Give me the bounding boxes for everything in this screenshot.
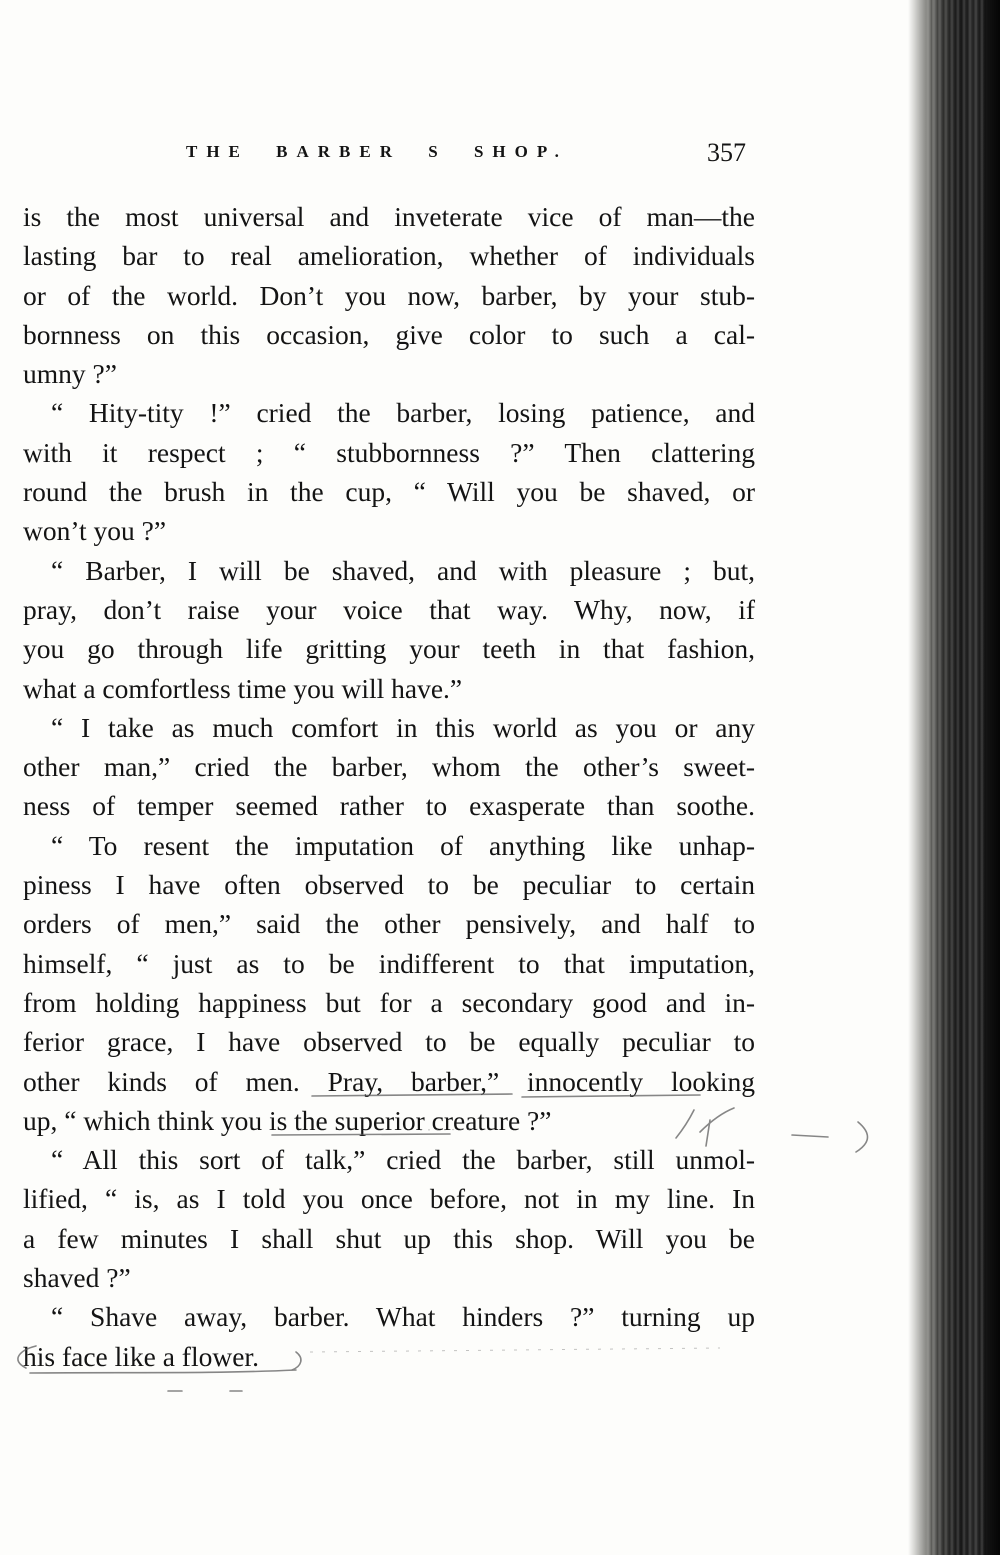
text-line: you go through life gritting your teeth in that fashion, (23, 633, 755, 665)
text-line: “ I take as much comfort in this world as you or any (51, 711, 755, 743)
text-line: himself, “ just as to be indifferent to that imputation, (23, 947, 755, 979)
text-line: or of the world. Don’t you now, barber, by your stub- (23, 279, 755, 311)
text-line: other kinds of men. Pray, barber,” innocently looking (23, 1065, 755, 1097)
text-line: piness I have often observed to be peculiar to certain (23, 869, 755, 901)
text-line: won’t you ?” (23, 515, 167, 547)
text-line: his face like a flower. (23, 1340, 259, 1372)
text-line: pray, don’t raise your voice that way. Why, now, if (23, 593, 755, 625)
pencil-mark (792, 1135, 828, 1137)
text-line: ferior grace, I have observed to be equally peculiar to (23, 1026, 755, 1058)
text-line: umny ?” (23, 358, 117, 390)
text-line: up, “ which think you is the superior creature ?” (23, 1104, 552, 1136)
text-line: round the brush in the cup, “ Will you be shaved, or (23, 476, 755, 508)
text-line: “ All this sort of talk,” cried the barber, still unmol- (51, 1144, 755, 1176)
page-header (186, 138, 746, 170)
text-line: other man,” cried the barber, whom the other’s sweet- (23, 751, 755, 783)
text-line: a few minutes I shall shut up this shop. Will you be (23, 1222, 755, 1254)
text-line: lified, “ is, as I told you once before, not in my line. In (23, 1183, 755, 1215)
text-line: from holding happiness but for a secondary good and in- (23, 986, 755, 1018)
text-line: “ To resent the imputation of anything like unhap- (51, 829, 755, 861)
text-line: “ Barber, I will be shaved, and with pleasure ; but, (51, 554, 755, 586)
text-line: “ Shave away, barber. What hinders ?” turning up (51, 1301, 755, 1333)
text-line: what a comfortless time you will have.” (23, 672, 463, 704)
page-number: 357 (707, 138, 746, 167)
pencil-bracket (856, 1122, 868, 1152)
text-line: lasting bar to real amelioration, whether of individuals (23, 240, 755, 272)
text-line: orders of men,” said the other pensively, and half to (23, 908, 755, 940)
text-line: is the most universal and inveterate vice of man—the (23, 201, 755, 232)
text-line: “ Hity-tity !” cried the barber, losing patience, and (51, 397, 755, 429)
text-line: with it respect ; “ stubbornness ?” Then clattering (23, 436, 755, 468)
text-line: shaved ?” (23, 1262, 131, 1294)
body-text (23, 197, 755, 1376)
page-edge-texture (926, 0, 986, 1555)
text-line: bornness on this occasion, give color to such a cal- (23, 318, 755, 350)
running-head: THE BARBER S SHOP. (186, 142, 568, 161)
text-line: ness of temper seemed rather to exasperate than soothe. (23, 790, 755, 822)
